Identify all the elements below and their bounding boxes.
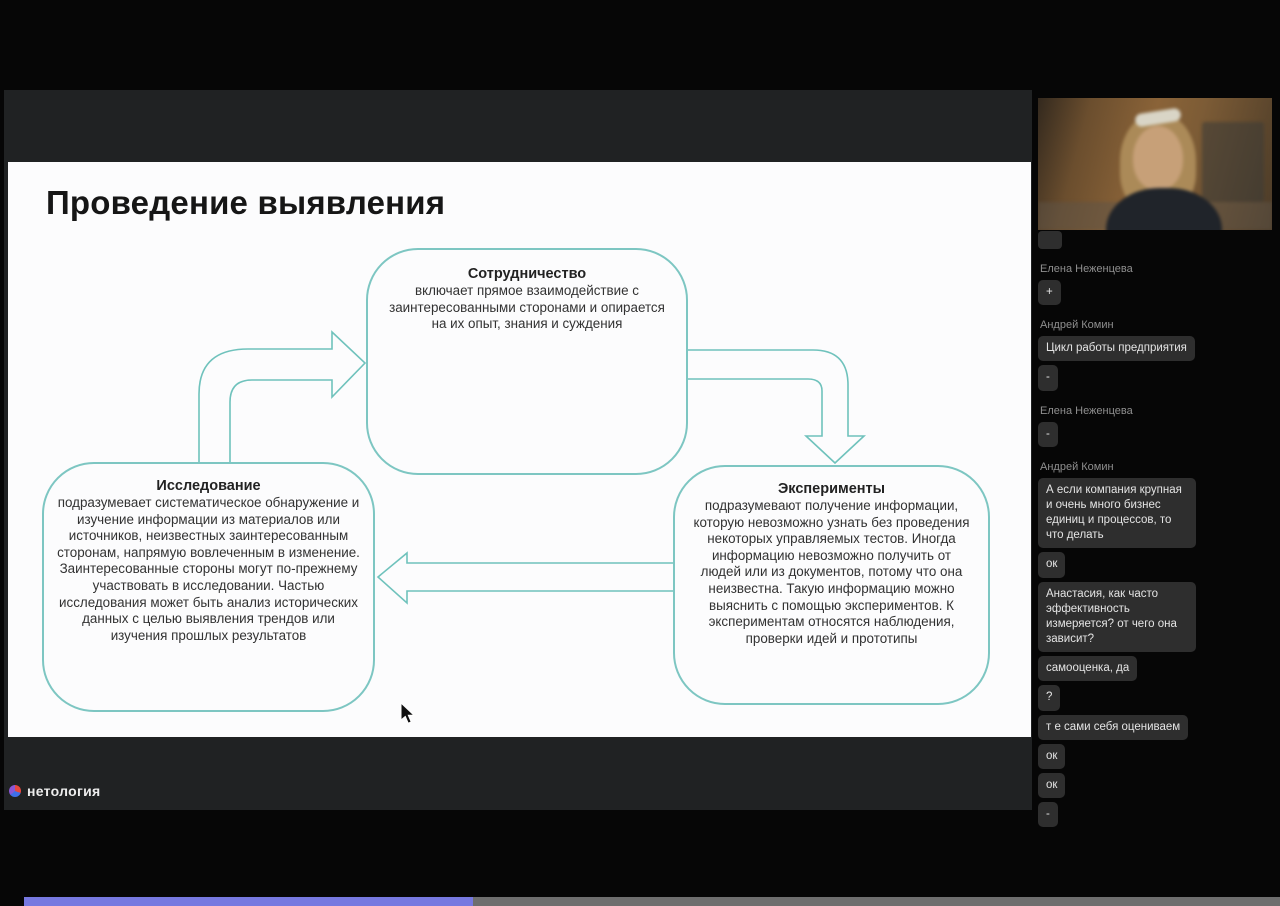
chat-panel[interactable] <box>1038 231 1278 829</box>
box-collaboration-body: включает прямое взаимодействие с заинтересованными сторонами и опирается на их опыт, знания и суждения <box>389 283 665 332</box>
arrow-experiments-to-research-icon <box>378 553 673 603</box>
bottom-scrollbar-track[interactable] <box>473 897 1280 906</box>
chat-author-name: Елена Неженцева <box>1040 404 1133 417</box>
chat-message-bubble: ок <box>1038 773 1065 798</box>
video-background <box>1038 98 1272 230</box>
slide-title: Проведение выявления <box>46 184 446 221</box>
chat-author-name: Елена Неженцева <box>1040 263 1133 275</box>
box-research-title: Исследование <box>156 478 261 494</box>
mouse-cursor <box>399 702 417 726</box>
diagram-box-research <box>42 462 375 712</box>
chat-message-bubble: ? <box>1038 685 1060 710</box>
chat-message-bubble <box>1038 231 1062 249</box>
diagram-box-experiments <box>673 465 990 705</box>
bottom-scrollbar-thumb[interactable] <box>24 897 473 906</box>
netology-logo-text: нетология <box>27 783 101 799</box>
presentation-slide <box>8 162 1031 737</box>
chat-message-bubble: - <box>1038 802 1058 827</box>
chat-message-bubble: А если компания крупная и очень много бизнес единиц и процессов, то что делать <box>1038 478 1196 549</box>
chat-author-name: Андрей Комин <box>1040 319 1114 332</box>
diagram-box-collaboration <box>366 248 688 475</box>
box-collaboration-title: Сотрудничество <box>467 266 587 282</box>
chat-message-bubble: т е сами себя оцениваем <box>1038 715 1188 740</box>
chat-message-bubble: - <box>1038 365 1058 390</box>
netology-logo <box>9 783 101 799</box>
box-research-body: подразумевает систематическое обнаружение и изучение информации из материалов или источников, неизвестных заинтересованным сторонам, напрямую вовлеченным в изменение. Заинтересованные стороны могут по-прежнему участвовать в исследовании. Частью исследования может быть анализ исторических данных с целью выявления трендов или изучения прошлых результатов <box>57 495 360 643</box>
participant-video[interactable] <box>1038 98 1272 230</box>
chat-message-bubble: ок <box>1038 744 1065 769</box>
box-experiments-title: Эксперименты <box>777 481 886 497</box>
chat-message-bubble: + <box>1038 280 1061 305</box>
netology-logo-icon <box>9 785 21 797</box>
arrow-collaboration-to-experiments-icon <box>688 350 864 463</box>
chat-message-bubble: Цикл работы предприятия <box>1038 336 1195 361</box>
arrow-research-to-collaboration-icon <box>199 332 365 462</box>
chat-message-bubble: ок <box>1038 552 1065 577</box>
chat-author-name: Андрей Комин <box>1040 460 1114 473</box>
box-experiments-body: подразумевают получение информации, которую невозможно узнать без проведения некоторых управляемых тестов. Иногда информацию невозможно получить от людей или из документов, потому что она неизвестна. Такую информацию можно выяснить с помощью экспериментов. К экспериментам относятся наблюдения, проверки идей и прототипы <box>693 498 970 646</box>
chat-message-bubble: самооценка, да <box>1038 656 1137 681</box>
chat-message-bubble: - <box>1038 422 1058 447</box>
chat-message-bubble: Анастасия, как часто эффективность измеряется? от чего она зависит? <box>1038 582 1196 653</box>
